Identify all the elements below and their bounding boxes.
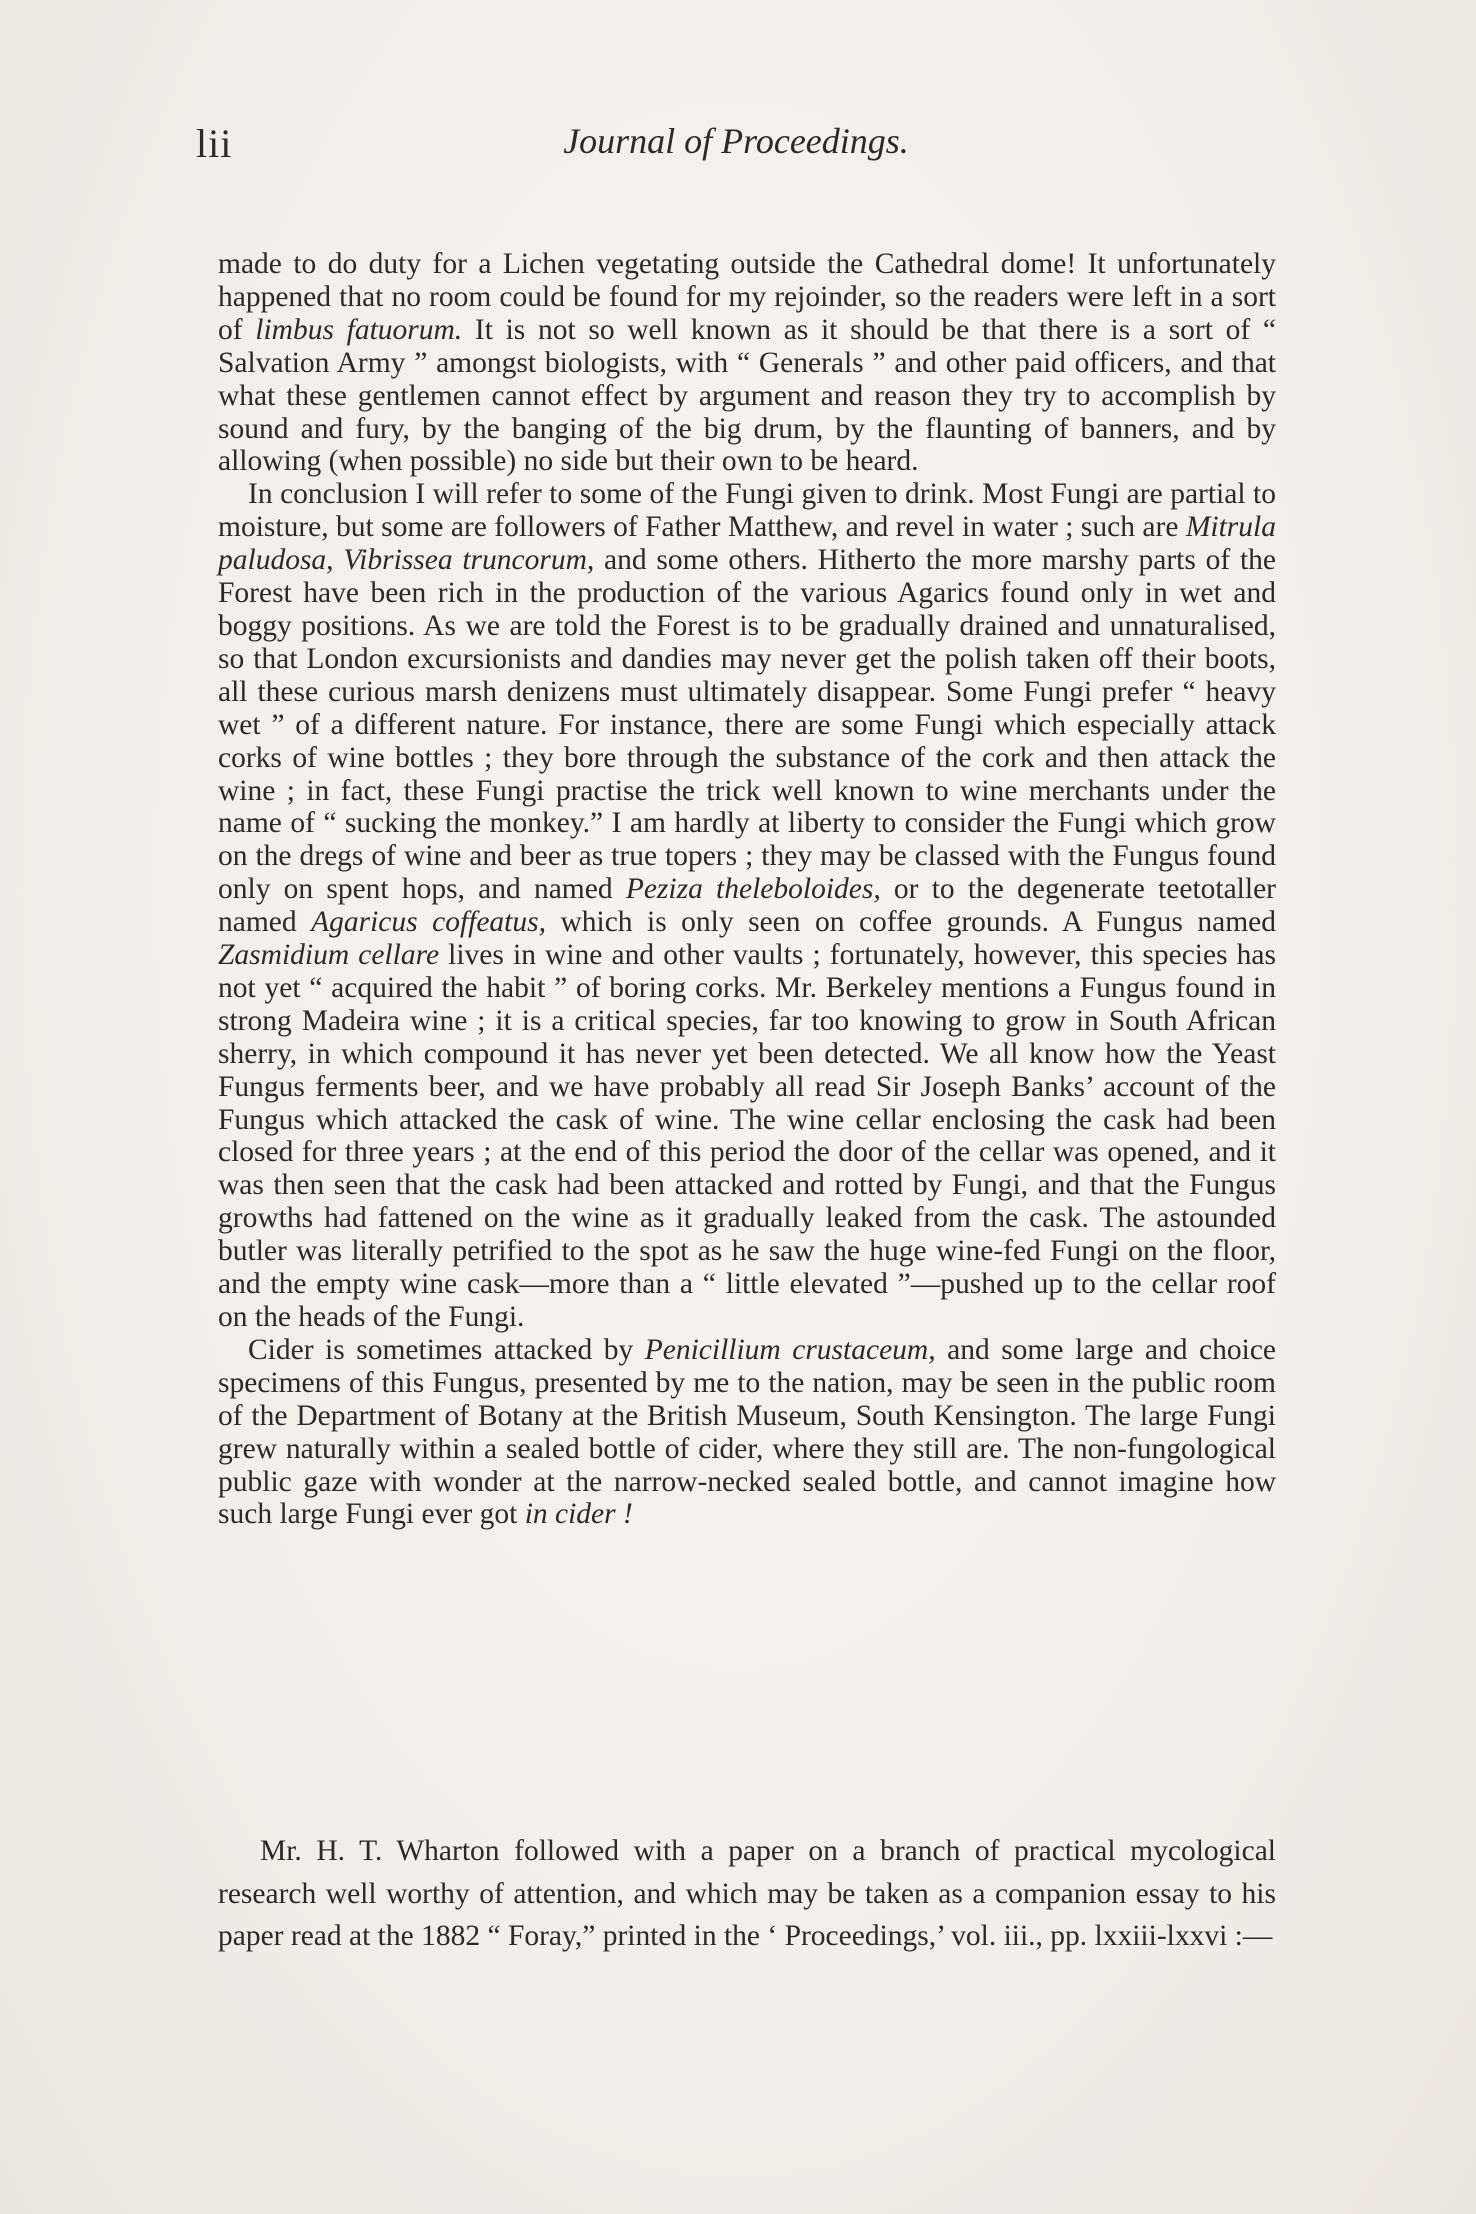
text-run: and some others. Hitherto the more marshy parts of the Forest have been rich in the production of the various Agarics found only in wet and boggy positions. As we are told the Forest is to be gradually drained and unnaturalised, so that London excursionists and dandies may never get the polish taken off their boots, all these curious marsh denizens must ultimately disappear. Some Fungi prefer “ heavy wet ” of a different nature. For instance, there are some Fungi which especially attack corks of wine bottles ; they bore through the substance of the cork and then attack the wine ; in fact, these Fungi practise the trick well known to wine merchants under the name of “ sucking the monkey.” I am hardly at liberty to consider the Fungi which grow on the dregs of wine and beer as true topers ; they may be classed with the Fungus found only on spent hops, and named	[218, 544, 1276, 906]
italic-species: Agaricus coffeatus,	[311, 906, 546, 939]
text-run: which is only seen on coffee grounds. A Fungus named	[545, 906, 1276, 939]
italic-species: Penicillium crustaceum,	[644, 1333, 936, 1366]
wharton-paragraph-block	[218, 1830, 1276, 1958]
text-run: It is not so well known as it should be that there is a sort of “ Salvation Army ” amongst biologists, with “ Generals ” and other paid officers, and that what these gentlemen cannot effect by argument and reason they try to accomplish by sound and fury, by the banging of the big drum, by the flaunting of banners, and by allowing (when possible) no side but their own to be heard.	[218, 313, 1276, 478]
page-header	[196, 120, 1276, 180]
text-run: or to the degenerate teetotaller named	[218, 873, 1276, 939]
paragraph-fungi-drink	[218, 478, 1276, 1334]
text-run: made to do duty for a Lichen vegetating outside the Cathedral dome! It unfortunately happened that no room could be found for my rejoinder, so the readers were left in a sort of	[218, 248, 1276, 346]
paragraph-continuation	[218, 248, 1276, 478]
paragraph-cider	[218, 1334, 1276, 1531]
italic-species: Peziza theleboloides,	[625, 873, 881, 906]
italic-phrase: in cider !	[524, 1498, 633, 1531]
main-text	[218, 248, 1276, 1531]
italic-term: limbus fatuorum.	[255, 313, 463, 346]
running-head: Journal of Proceedings.	[563, 121, 909, 161]
text-run: In conclusion I will refer to some of the Fungi given to drink. Most Fungi are partial to moisture, but some are followers of Father Matthew, and revel in water ; such are	[218, 478, 1276, 544]
italic-species: Zasmidium cellare	[218, 939, 440, 972]
page-number: lii	[196, 121, 233, 166]
text-run: and some large and choice specimens of this Fungus, presented by me to the nation, may be seen in the public room of the Department of Botany at the British Museum, South Kensington. The large Fungi grew naturally within a sealed bottle of cider, where they still are. The non-fungological public gaze with wonder at the narrow-necked sealed bottle, and cannot imagine how such large Fungi ever got	[218, 1333, 1277, 1531]
text-run: Cider is sometimes attacked by	[248, 1333, 645, 1366]
italic-species: Mitrula paludosa, Vibrissea truncorum,	[218, 511, 1276, 577]
text-run: lives in wine and other vaults ; fortunately, however, this species has not yet “ acquired the habit ” of boring corks. Mr. Berkeley mentions a Fungus found in strong Madeira wine ; it is a critical species, far too knowing to grow in South African sherry, in which compound it has never yet been detected. We all know how the Yeast Fungus ferments beer, and we have probably all read Sir Joseph Banks’ account of the Fungus which attacked the cask of wine. The wine cellar enclosing the cask had been closed for three years ; at the end of this period the door of the cellar was opened, and it was then seen that the cask had been attacked and rotted by Fungi, and that the Fungus growths had fattened on the wine as it gradually leaked from the cask. The astounded butler was literally petrified to the spot as he saw the huge wine-fed Fungi on the floor, and the empty wine cask—more than a “ little elevated ”—pushed up to the cellar roof on the heads of the Fungi.	[218, 939, 1276, 1333]
paragraph-wharton: Mr. H. T. Wharton followed with a paper on a branch of practical mycological research well worthy of attention, and which may be taken as a companion essay to his paper read at the 1882 “ Foray,” printed in the ‘ Proceedings,’ vol. iii., pp. lxxiii-lxxvi :—	[218, 1835, 1276, 1952]
